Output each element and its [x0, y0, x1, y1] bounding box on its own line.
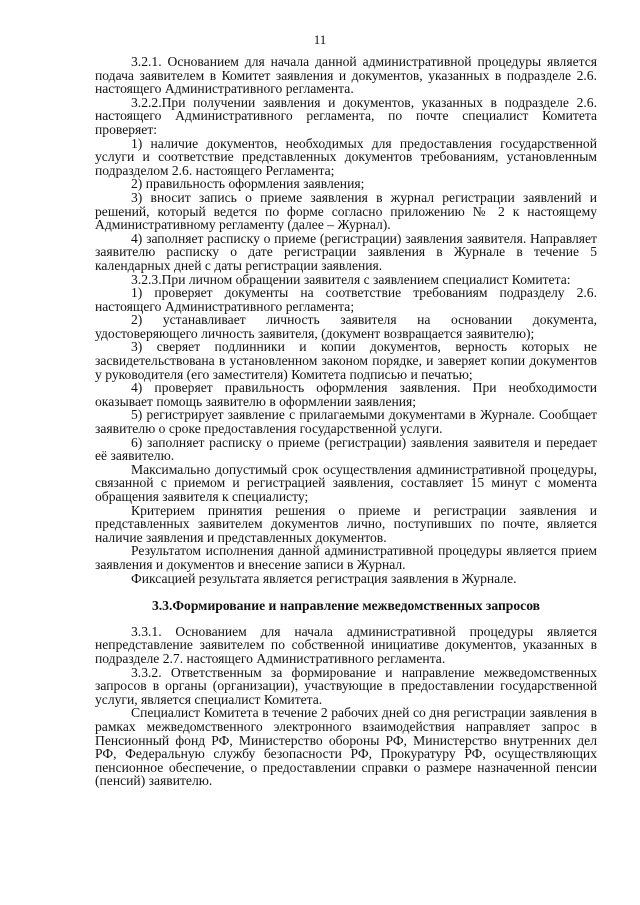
paragraph-fixation: Фиксацией результата является регистрация заявления в Журнале. — [131, 570, 517, 586]
section-heading-3-3: 3.3.Формирование и направление межведомственных запросов — [151, 598, 541, 614]
paragraph-3-2-3: 3.2.3.При личном обращении заявителя с заявлением специалист Комитета: — [131, 271, 571, 287]
paragraph-3-2-1: 3.2.1. Основанием для начала данной административной процедуры является подача заявителем в Комитет заявления и документов, указанных в подразделе 2.6. настоящего Административного регламента. — [95, 54, 597, 97]
paragraph-max-time: Максимально допустимый срок осуществления административной процедуры, связанной с приемом и регистрацией заявления, составляет 15 минут с момента обращения заявителя к специалисту; — [95, 461, 597, 504]
paragraph-3-3-2: 3.3.2. Ответственным за формирование и направление межведомственных запросов в органы (организации), участвующие в предоставлении государственной услуги, является специалист Комитета. — [95, 664, 597, 707]
list-item-2b: 2) устанавливает личность заявителя на основании документа, удостоверяющего личность заявителя, (документ возвращается заявителю); — [95, 312, 597, 341]
list-item-4b: 4) проверяет правильность оформления заявления. При необходимости оказывает помощь заявителю в оформлении заявления; — [95, 380, 597, 409]
page-number: 11 — [313, 32, 327, 47]
list-item-4: 4) заполняет расписку о приеме (регистрации) заявления заявителя. Направляет заявителю расписку о дате регистрации заявления в Журнале в течение 5 календарных дней с даты регистрации заявления. — [95, 230, 597, 273]
list-item-1b: 1) проверяет документы на соответствие требованиям подразделу 2.6. настоящего Административного регламента; — [95, 285, 597, 314]
list-item-2: 2) правильность оформления заявления; — [131, 176, 365, 192]
list-item-6b: 6) заполняет расписку о приеме (регистрации) заявления заявителя и передает её заявителю. — [95, 434, 597, 464]
list-item-3: 3) вносит запись о приеме заявления в журнал регистрации заявлений и решений, который ведется по форме согласно приложению № 2 к настоящему Административному регламенту (далее – Журнал). — [95, 189, 597, 233]
document-body — [95, 55, 597, 788]
paragraph-3-2-2: 3.2.2.При получении заявления и документов, указанных в подразделе 2.6. настоящего Административного регламента, по почте специалист Комитета проверяет: — [95, 94, 597, 137]
list-item-5b: 5) регистрирует заявление с прилагаемыми документами в Журнале. Сообщает заявителю о сроке предоставления государственной услуги. — [95, 407, 597, 437]
paragraph-result: Результатом исполнения данной административной процедуры является прием заявления и документов и внесение записи в Журнал. — [95, 543, 597, 572]
paragraph-3-3-1: 3.3.1. Основанием для начала административной процедуры является непредставление заявителем по собственной инициативе документов, указанных в подразделе 2.7. настоящего Административного регламента. — [95, 623, 597, 666]
list-item-3b: 3) сверяет подлинники и копии документов, верность которых не засвидетельствована в установленном законом порядке, и заверяет копии документов у руководителя (его заместителя) Комитета подписью и печатью; — [95, 339, 597, 382]
list-item-1: 1) наличие документов, необходимых для предоставления государственной услуги и соответствие представленных документов требованиям, установленным подразделом 2.6. настоящего Регламента; — [95, 135, 597, 178]
paragraph-specialist: Специалист Комитета в течение 2 рабочих дней со дня регистрации заявления в рамках межведомственного электронного взаимодействия направляет запрос в Пенсионный фонд РФ, Министерство обороны РФ, Министерство внутренних дел РФ, Федеральную службу безопасности РФ, Прокуратуру РФ, осуществляющих пенсионное обеспечение, о предоставлении справки о размере назначенной пенсии (пенсий) заявителю. — [95, 705, 597, 789]
paragraph-criterion: Критерием принятия решения о приеме и регистрации заявления и представленных заявителем документов лично, поступивших по почте, является наличие заявления и представленных документов. — [95, 502, 597, 545]
